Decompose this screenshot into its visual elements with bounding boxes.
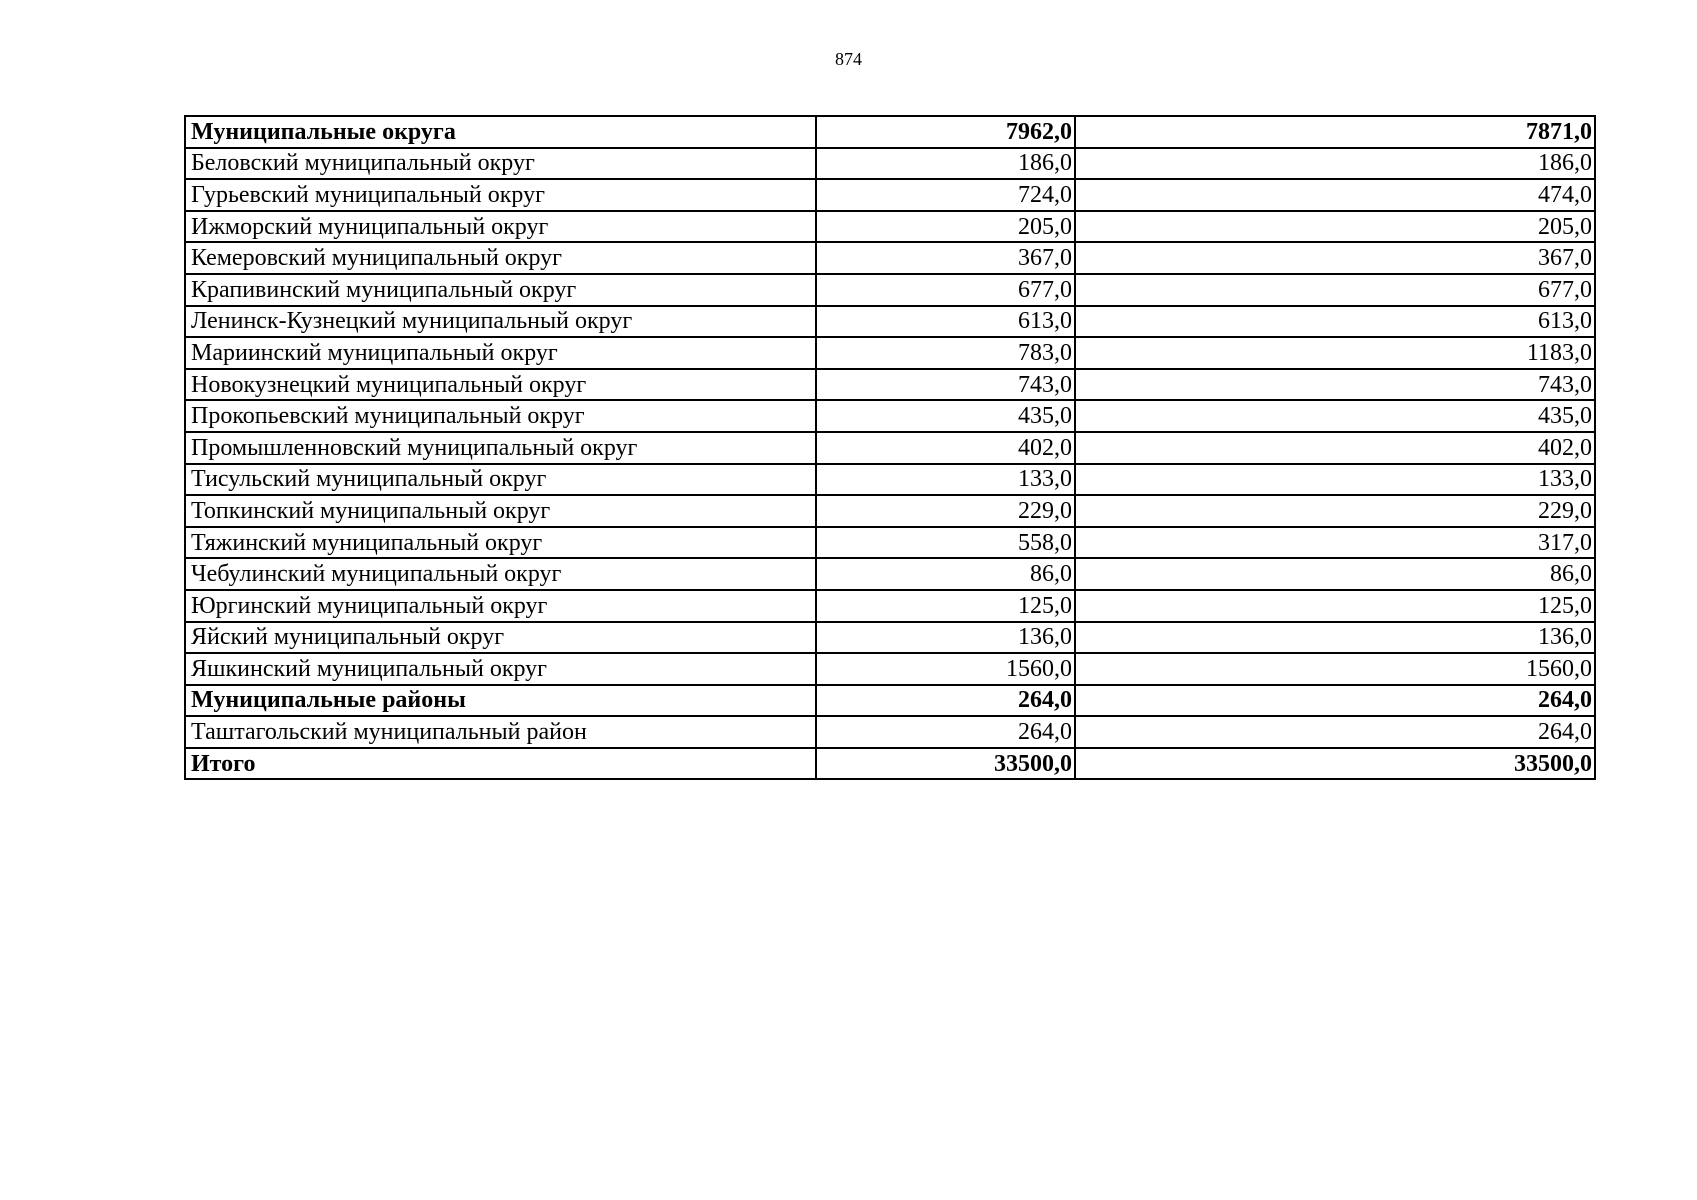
table-body [185, 116, 1595, 779]
row-value-2-cell: 133,0 [1075, 464, 1595, 496]
row-name-cell: Муниципальные округа [185, 116, 816, 148]
row-value-1-cell: 367,0 [816, 242, 1075, 274]
row-value-2-cell: 264,0 [1075, 716, 1595, 748]
row-value-2-cell: 317,0 [1075, 527, 1595, 559]
row-value-1-cell: 783,0 [816, 337, 1075, 369]
row-name-cell: Таштагольский муниципальный район [185, 716, 816, 748]
table-row [185, 748, 1595, 780]
row-value-1-cell: 229,0 [816, 495, 1075, 527]
row-name-cell: Промышленновский муниципальный округ [185, 432, 816, 464]
table-row [185, 337, 1595, 369]
row-value-1-cell: 677,0 [816, 274, 1075, 306]
table-row [185, 274, 1595, 306]
row-value-2-cell: 264,0 [1075, 685, 1595, 717]
row-value-1-cell: 724,0 [816, 179, 1075, 211]
row-name-cell: Тяжинский муниципальный округ [185, 527, 816, 559]
page-number: 874 [835, 49, 862, 69]
table-row [185, 242, 1595, 274]
row-value-1-cell: 125,0 [816, 590, 1075, 622]
table-row [185, 685, 1595, 717]
row-value-1-cell: 264,0 [816, 685, 1075, 717]
row-value-2-cell: 229,0 [1075, 495, 1595, 527]
row-value-2-cell: 136,0 [1075, 622, 1595, 654]
table-row [185, 400, 1595, 432]
allocation-table [184, 115, 1596, 780]
row-name-cell: Мариинский муниципальный округ [185, 337, 816, 369]
row-name-cell: Новокузнецкий муниципальный округ [185, 369, 816, 401]
row-value-1-cell: 33500,0 [816, 748, 1075, 780]
row-value-1-cell: 1560,0 [816, 653, 1075, 685]
row-name-cell: Яйский муниципальный округ [185, 622, 816, 654]
row-value-2-cell: 33500,0 [1075, 748, 1595, 780]
row-value-1-cell: 264,0 [816, 716, 1075, 748]
row-value-2-cell: 205,0 [1075, 211, 1595, 243]
table-row [185, 148, 1595, 180]
table-row [185, 464, 1595, 496]
row-name-cell: Тисульский муниципальный округ [185, 464, 816, 496]
row-name-cell: Прокопьевский муниципальный округ [185, 400, 816, 432]
row-name-cell: Юргинский муниципальный округ [185, 590, 816, 622]
row-value-1-cell: 86,0 [816, 558, 1075, 590]
table-row [185, 716, 1595, 748]
row-name-cell: Муниципальные районы [185, 685, 816, 717]
table-row [185, 653, 1595, 685]
row-value-1-cell: 205,0 [816, 211, 1075, 243]
row-value-1-cell: 186,0 [816, 148, 1075, 180]
table-row [185, 306, 1595, 338]
row-value-1-cell: 613,0 [816, 306, 1075, 338]
row-name-cell: Топкинский муниципальный округ [185, 495, 816, 527]
row-name-cell: Ленинск-Кузнецкий муниципальный округ [185, 306, 816, 338]
row-value-2-cell: 186,0 [1075, 148, 1595, 180]
table-row [185, 116, 1595, 148]
row-name-cell: Яшкинский муниципальный округ [185, 653, 816, 685]
row-value-2-cell: 435,0 [1075, 400, 1595, 432]
table-row [185, 369, 1595, 401]
row-value-1-cell: 402,0 [816, 432, 1075, 464]
row-value-2-cell: 1560,0 [1075, 653, 1595, 685]
row-name-cell: Итого [185, 748, 816, 780]
table-row [185, 590, 1595, 622]
row-value-1-cell: 558,0 [816, 527, 1075, 559]
row-value-1-cell: 7962,0 [816, 116, 1075, 148]
table-row [185, 432, 1595, 464]
row-value-2-cell: 474,0 [1075, 179, 1595, 211]
row-value-2-cell: 1183,0 [1075, 337, 1595, 369]
row-value-2-cell: 677,0 [1075, 274, 1595, 306]
row-name-cell: Беловский муниципальный округ [185, 148, 816, 180]
row-value-1-cell: 743,0 [816, 369, 1075, 401]
table-row [185, 622, 1595, 654]
row-value-2-cell: 743,0 [1075, 369, 1595, 401]
table-row [185, 179, 1595, 211]
row-name-cell: Гурьевский муниципальный округ [185, 179, 816, 211]
row-name-cell: Чебулинский муниципальный округ [185, 558, 816, 590]
row-value-1-cell: 435,0 [816, 400, 1075, 432]
row-name-cell: Кемеровский муниципальный округ [185, 242, 816, 274]
row-name-cell: Крапивинский муниципальный округ [185, 274, 816, 306]
row-value-2-cell: 125,0 [1075, 590, 1595, 622]
row-value-2-cell: 367,0 [1075, 242, 1595, 274]
row-value-2-cell: 613,0 [1075, 306, 1595, 338]
row-value-2-cell: 402,0 [1075, 432, 1595, 464]
row-value-2-cell: 86,0 [1075, 558, 1595, 590]
table-row [185, 211, 1595, 243]
row-name-cell: Ижморский муниципальный округ [185, 211, 816, 243]
row-value-2-cell: 7871,0 [1075, 116, 1595, 148]
row-value-1-cell: 136,0 [816, 622, 1075, 654]
table-row [185, 558, 1595, 590]
row-value-1-cell: 133,0 [816, 464, 1075, 496]
table-row [185, 527, 1595, 559]
table-row [185, 495, 1595, 527]
